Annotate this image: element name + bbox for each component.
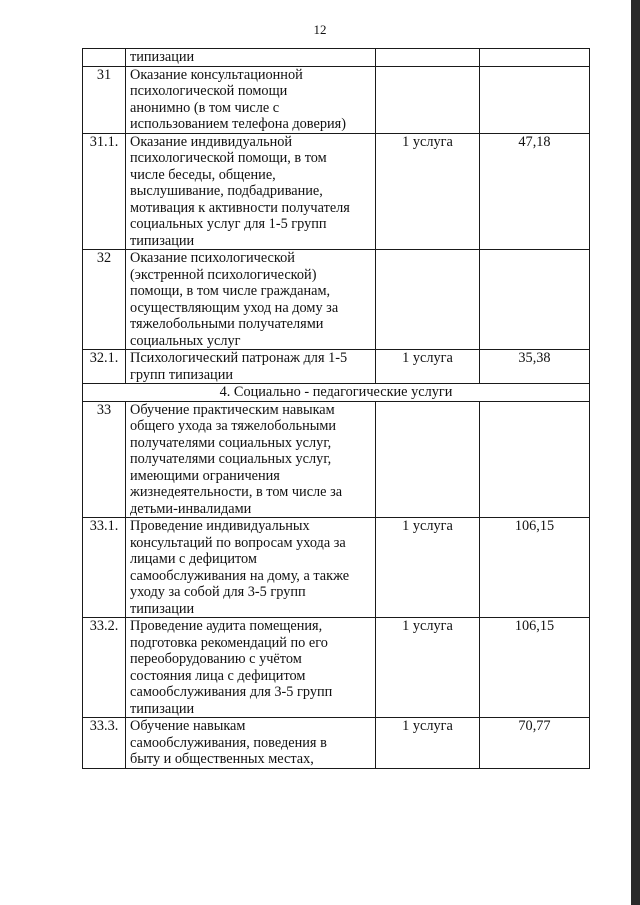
service-name-line: психологической помощи	[130, 83, 288, 99]
service-price: 106,15	[480, 618, 590, 718]
service-name-line: общего ухода за тяжелобольными	[130, 418, 337, 434]
service-unit: 1 услуга	[376, 718, 480, 769]
service-name-line: самообслуживания на дому, а также	[130, 567, 350, 584]
service-name-line: (экстренной психологической)	[130, 266, 317, 283]
service-name	[126, 401, 376, 518]
table-row	[83, 718, 590, 769]
service-name-line: мотивация к активности получателя	[130, 199, 350, 216]
service-name-line: Обучение практическим навыкам	[130, 401, 335, 418]
service-price	[480, 49, 590, 67]
service-name	[126, 618, 376, 718]
service-name-line: детьми-инвалидами	[130, 500, 252, 517]
service-name-line: переоборудованию с учётом	[130, 651, 302, 667]
table-row	[83, 133, 590, 250]
table-row	[83, 66, 590, 133]
service-name-line: тяжелобольными получателями	[130, 316, 324, 332]
service-name-line: Проведение аудита помещения,	[130, 618, 323, 634]
service-unit: 1 услуга	[376, 518, 480, 618]
service-name-line: выслушивание, подбадривание,	[130, 183, 323, 199]
service-name-line: Оказание индивидуальной	[130, 133, 293, 150]
service-name-line: самообслуживания, поведения в	[130, 734, 327, 751]
service-name	[126, 49, 376, 67]
service-unit	[376, 66, 480, 133]
service-price: 35,38	[480, 350, 590, 384]
service-name-line: консультаций по вопросам ухода за	[130, 534, 346, 551]
service-unit	[376, 401, 480, 518]
service-name-line: получателями социальных услуг,	[130, 434, 332, 451]
row-number: 33	[83, 401, 126, 518]
row-number: 31	[83, 66, 126, 133]
service-name-line: типизации	[130, 700, 195, 717]
service-name-line: типизации	[130, 600, 195, 617]
service-unit	[376, 250, 480, 350]
service-name	[126, 66, 376, 133]
service-price	[480, 66, 590, 133]
table-row	[83, 250, 590, 350]
service-name-line: психологической помощи, в том	[130, 150, 327, 166]
service-name	[126, 133, 376, 250]
service-name	[126, 250, 376, 350]
scan-edge-shadow	[631, 0, 640, 905]
table-row	[83, 401, 590, 518]
section-header-row	[83, 384, 590, 402]
service-unit	[376, 49, 480, 67]
service-name-line: Оказание психологической	[130, 250, 295, 266]
section-title: 4. Социально - педагогические услуги	[83, 384, 590, 402]
services-table-body	[83, 49, 590, 769]
service-name-line: социальных услуг	[130, 332, 241, 349]
service-name-line: лицами с дефицитом	[130, 551, 257, 567]
row-number: 31.1.	[83, 133, 126, 250]
service-name-line: Проведение индивидуальных	[130, 518, 310, 534]
service-name-line: получателями социальных услуг,	[130, 451, 332, 467]
service-name-line: анонимно (в том числе с	[130, 99, 280, 116]
row-number: 33.2.	[83, 618, 126, 718]
service-name-line: числе беседы, общение,	[130, 166, 276, 183]
table-row	[83, 518, 590, 618]
service-price: 70,77	[480, 718, 590, 769]
row-number: 32.1.	[83, 350, 126, 384]
service-name-line: типизации	[130, 49, 195, 65]
service-name	[126, 518, 376, 618]
service-name-line: Обучение навыкам	[130, 718, 246, 734]
row-number	[83, 49, 126, 67]
service-name-line: групп типизации	[130, 366, 233, 383]
service-unit: 1 услуга	[376, 618, 480, 718]
row-number: 32	[83, 250, 126, 350]
service-name-line: самообслуживания для 3-5 групп	[130, 684, 333, 700]
service-name-line: состояния лица с дефицитом	[130, 667, 306, 684]
service-price: 106,15	[480, 518, 590, 618]
page-number: 12	[313, 22, 327, 37]
table-row	[83, 49, 590, 67]
services-table	[82, 48, 590, 769]
service-name-line: Оказание консультационной	[130, 66, 303, 83]
service-name	[126, 718, 376, 769]
service-name-line: уходу за собой для 3-5 групп	[130, 584, 306, 600]
service-name	[126, 350, 376, 384]
service-name-line: быту и общественных местах,	[130, 751, 314, 767]
service-name-line: помощи, в том числе гражданам,	[130, 283, 331, 299]
service-price	[480, 250, 590, 350]
service-unit: 1 услуга	[376, 133, 480, 250]
service-name-line: жизнедеятельности, в том числе за	[130, 484, 343, 500]
service-name-line: имеющими ограничения	[130, 467, 280, 484]
row-number: 33.3.	[83, 718, 126, 769]
service-name-line: Психологический патронаж для 1-5	[130, 350, 348, 366]
table-row	[83, 618, 590, 718]
service-price: 47,18	[480, 133, 590, 250]
service-price	[480, 401, 590, 518]
row-number: 33.1.	[83, 518, 126, 618]
service-name-line: подготовка рекомендаций по его	[130, 634, 328, 651]
service-name-line: осуществляющим уход на дому за	[130, 299, 339, 316]
service-name-line: типизации	[130, 232, 195, 249]
service-name-line: использованием телефона доверия)	[130, 116, 346, 132]
table-row	[83, 350, 590, 384]
service-unit: 1 услуга	[376, 350, 480, 384]
service-name-line: социальных услуг для 1-5 групп	[130, 216, 327, 232]
